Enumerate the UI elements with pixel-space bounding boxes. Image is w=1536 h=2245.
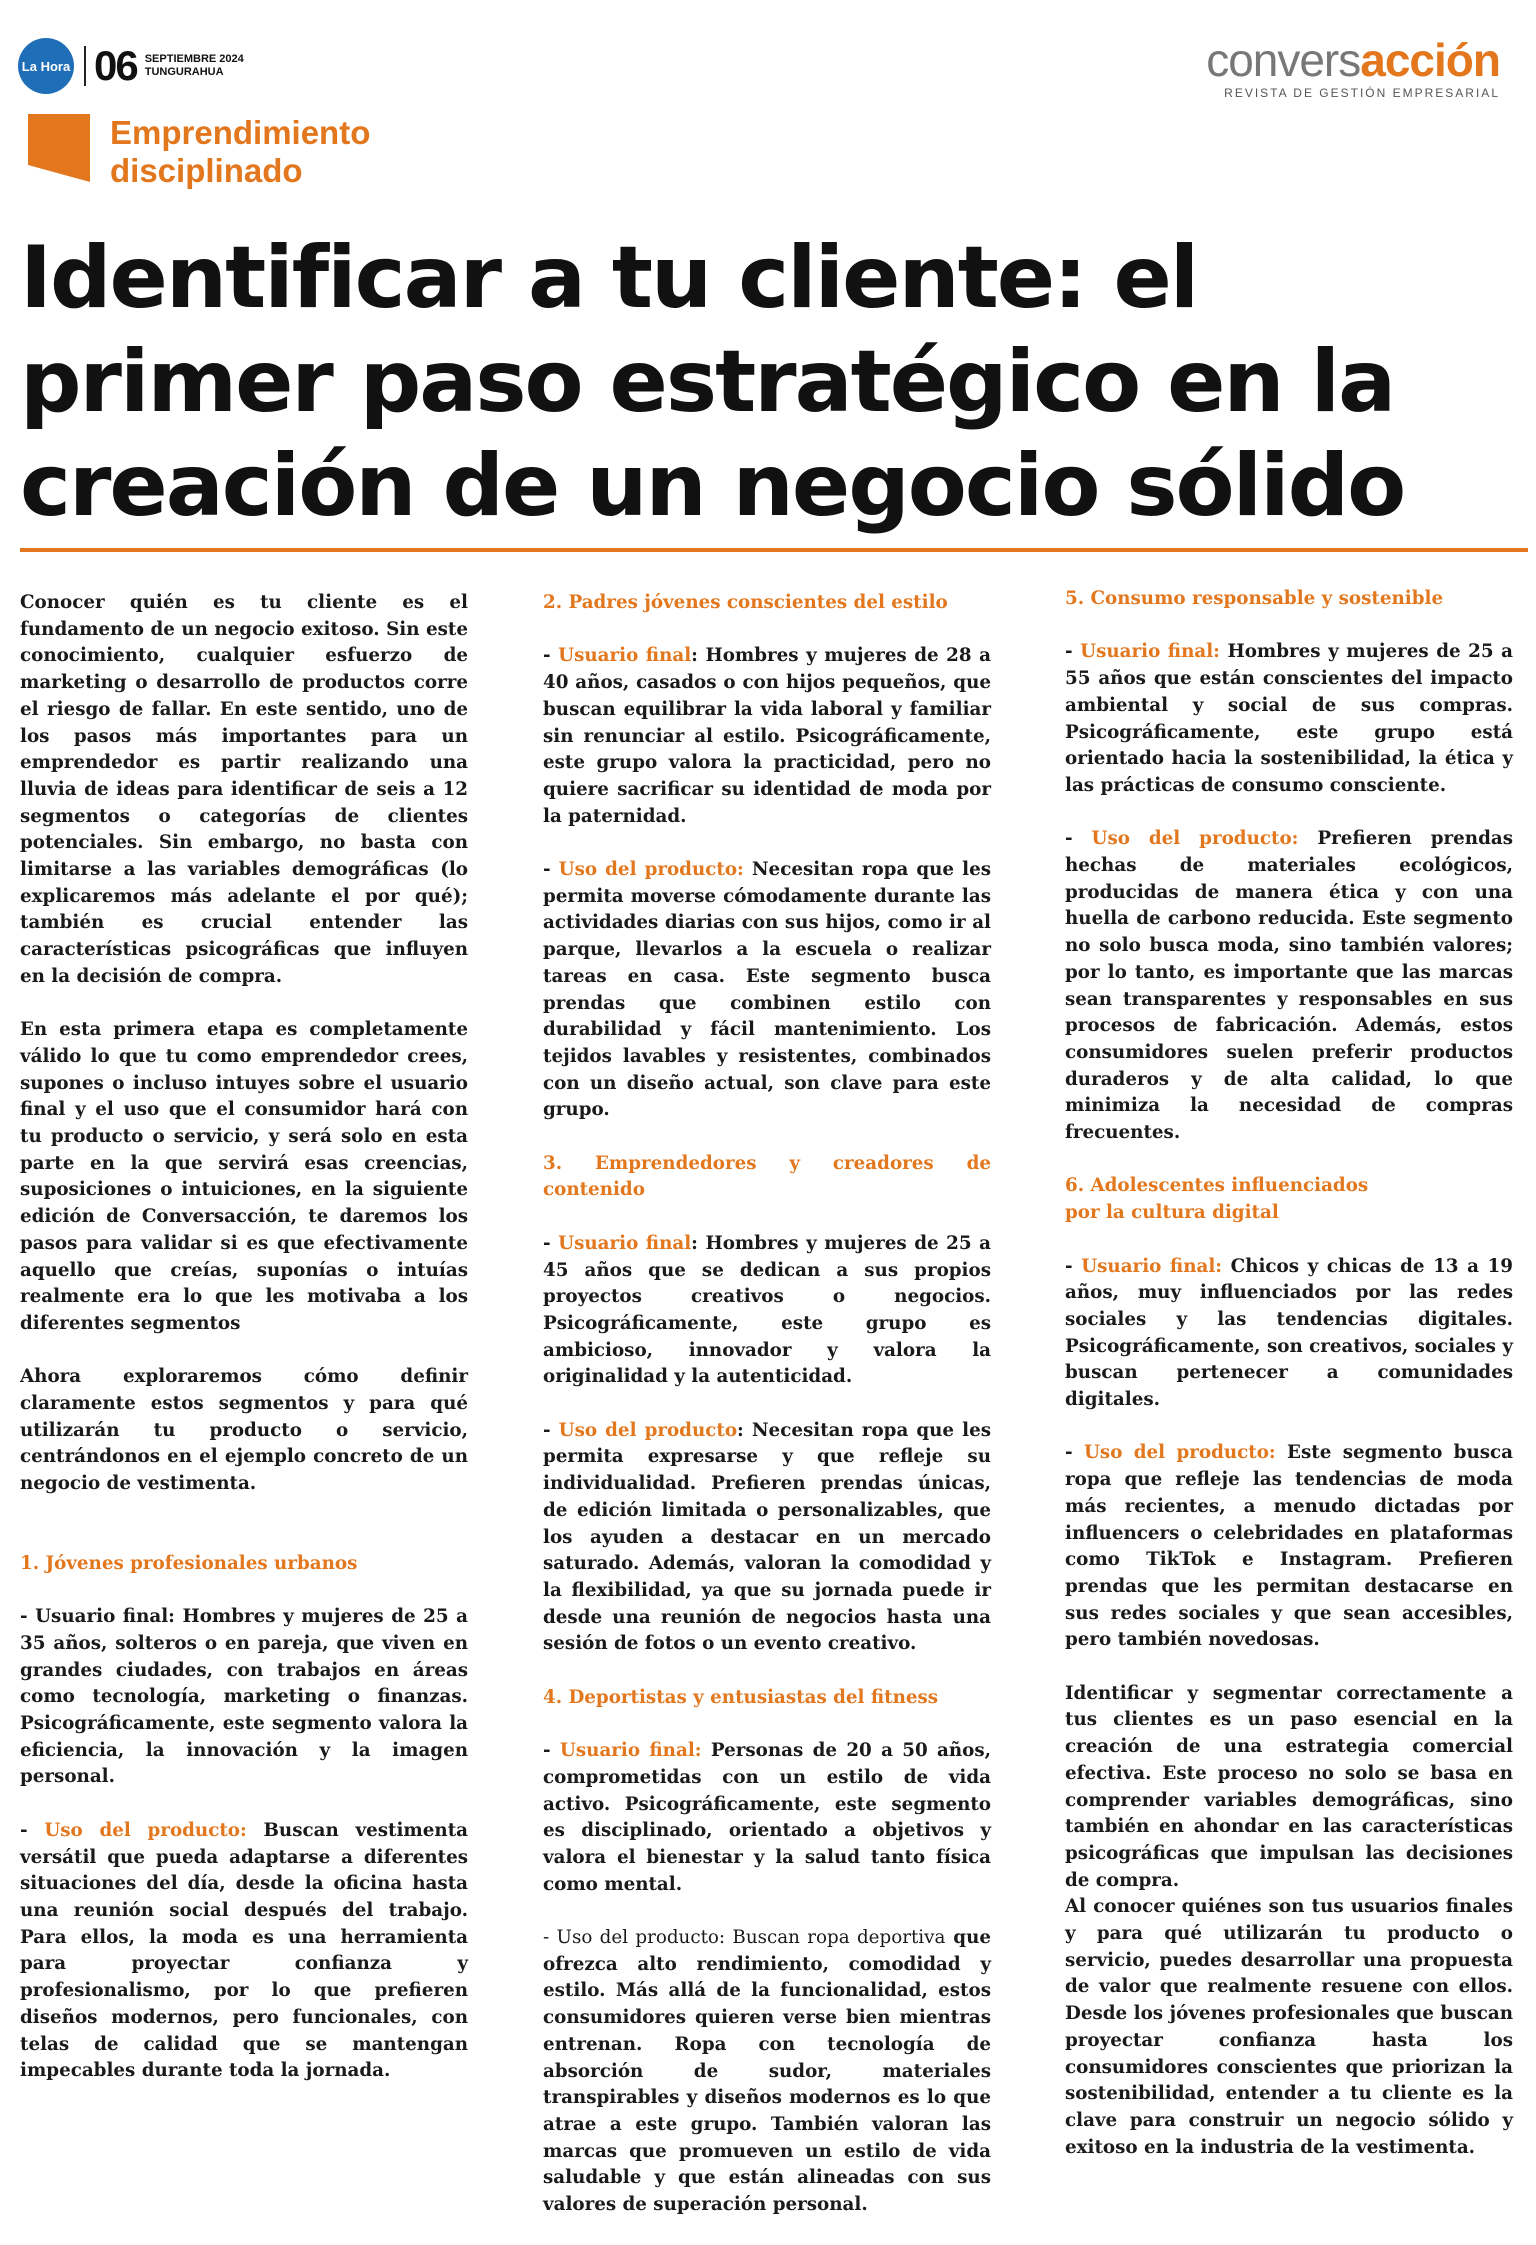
page-number: 06 [94, 42, 137, 89]
dash: - [543, 645, 559, 667]
label-uso: Uso del producto: [1083, 1442, 1276, 1464]
dash: - [1065, 1442, 1084, 1464]
section-title-line1: Emprendimiento [110, 114, 371, 151]
text: Necesitan ropa que les permita moverse cómodamente durante las actividades diarias con sus hijos, como ir al parque, llevarlos a la escuela o realizar tareas en casa. Este segmento busca prendas que combinen estilo con durabilidad y fácil mantenimiento. Los tejidos lavables y resistentes, combinados con un diseño actual, son clave para este grupo. [543, 859, 991, 1121]
label-uso: Uso del producto: [1091, 828, 1299, 850]
segment-3-user [543, 1231, 991, 1391]
text: que ofrezca alto rendimiento, comodidad y estilo. Más allá de la funcionalidad, estos consumidores quieren verse bien mientras entrenan. Ropa con tecnología de absorción de sudor, materiales transpirables y diseños modernos es lo que atrae a este grupo. También valoran las marcas que promueven un estilo de vida saludable y que están alineadas con sus valores de superación personal. [543, 1927, 991, 2216]
brand-name-accent: acción [1360, 34, 1500, 86]
text: Este segmento busca ropa que refleje las tendencias de moda más recientes, a menudo dictadas por influencers o celebridades en plataformas como TikTok e Instagram. Prefieren prendas que les permitan destacarse en sus redes sociales y que sean accesibles, pero también novedosas. [1065, 1442, 1514, 1651]
segment-2-use [543, 857, 991, 1124]
section-title-line2: disciplinado [110, 152, 303, 189]
paragraph: En esta primera etapa es completamente válido lo que tu como emprendedor crees, supones o incluso intuyes sobre el usuario final y el uso que el consumidor hará con tu producto o servicio, y será solo en esta parte en la que servirá esas creencias, suposiciones o intuiciones, en la siguiente edición de Conversacción, te daremos los pasos para validar si es que efectivamente aquello que creías, suponías o intuías realmente era lo que les motivaba a los diferentes segmentos [20, 1019, 468, 1334]
text: Personas de 20 a 50 años, comprometidas con un estilo de vida activo. Psicográficamente, este segmento es disciplinado, orientado a objetivos y valora el bienestar y la salud tanto física como mental. [543, 1740, 992, 1895]
conclusion-paragraph: Al conocer quiénes son tus usuarios finales y para qué utilizarán tu producto o servicio, puedes desarrollar una propuesta de valor que realmente resuene con ellos. Desde los jóvenes profesionales que buscan proyectar confianza hasta los consumidores conscientes que priorizan la sostenibilidad, entender a tu cliente es la clave para construir un negocio sólido y exitoso en la industria de la vestimenta. [1065, 1896, 1513, 2158]
dash: - [543, 859, 559, 880]
heading-line1: 6. Adolescentes influenciados [1065, 1175, 1369, 1197]
section-label [28, 114, 370, 190]
column-2 [543, 590, 991, 2245]
label-usuario: Usuario final [558, 645, 692, 667]
dash: - [543, 1740, 560, 1762]
brand-name [1206, 36, 1500, 84]
column-1 [20, 590, 468, 2112]
intro-paragraph: Conocer quién es tu cliente es el fundamento de un negocio exitoso. Sin este conocimiento, cualquier esfuerzo de marketing o desarrollo de productos corre el riesgo de fallar. En este sentido, uno de los pasos más importantes para un emprendedor es partir realizando una lluvia de ideas para identificar de seis a 12 segmentos o categorías de clientes potenciales. Sin embargo, no basta con limitarse a las variables demográficas (lo explicaremos más adelante el por qué); también es crucial entender las características psicográficas que influyen en la decisión de compra. [20, 592, 468, 987]
section-marker [28, 114, 90, 182]
label-usuario: Usuario final: [1081, 1255, 1223, 1277]
date-month: SEPTIEMBRE 2024 [144, 53, 244, 65]
text: Chicos y chicas de 13 a 19 años, muy influenciados por las redes sociales y las tendencias digitales. Psicográficamente, son creativos, sociales y buscan pertenecer a comunidades digitales. [1065, 1255, 1513, 1411]
label-uso: Uso del producto: [558, 859, 744, 880]
heading-line2: por la cultura digital [1065, 1202, 1279, 1224]
divider [84, 46, 86, 86]
section-title [110, 114, 370, 190]
label-usuario: Usuario final: [1080, 641, 1220, 663]
headline-rule [20, 548, 1528, 552]
segment-heading-4: 4. Deportistas y entusiastas del fitness [543, 1686, 939, 1708]
segment-5-use [1065, 826, 1513, 1146]
label-usuario: Usuario final [558, 1232, 692, 1254]
dash: - [20, 1819, 45, 1841]
segment-2-user [543, 643, 991, 830]
segment-heading-3: 3. Emprendedores y creadores de contenido [543, 1152, 991, 1201]
dash: - [543, 1232, 559, 1254]
segment-heading-2: 2. Padres jóvenes conscientes del estilo [543, 592, 948, 613]
dash: - [1065, 1255, 1082, 1277]
text: Prefieren prendas hechas de materiales ecológicos, producidas de manera ética y con una huella de carbono reducida. Este segmento no solo busca moda, sino también valores; por lo tanto, es importante que las marcas sean transparentes y responsables en sus procesos de fabricación. Además, estos consumidores suelen preferir productos duraderos y de alta calidad, lo que minimiza la necesidad de compras frecuentes. [1065, 828, 1513, 1144]
label-uso: Uso del producto [558, 1419, 738, 1441]
dash: - [1065, 641, 1081, 663]
segment-5-user [1065, 639, 1513, 799]
date-location: TUNGURAHUA [144, 66, 224, 78]
brand-name-pre: convers [1206, 34, 1361, 86]
conversaccion-logo [1206, 36, 1500, 100]
segment-1-use [20, 1818, 468, 2085]
brand-tagline: REVISTA DE GESTIÓN EMPRESARIAL [1224, 86, 1500, 100]
segment-1-user: - Usuario final: Hombres y mujeres de 25 a 35 años, solteros o en pareja, que viven en grandes ciudades, con trabajos en áreas como tecnología, marketing o finanzas. Psicográficamente, este segmento valora la eficiencia, la innovación y la imagen personal. [20, 1606, 468, 1788]
dash: - [1065, 828, 1092, 850]
label-usuario: Usuario final: [559, 1740, 702, 1762]
text-lead: - Uso del producto: Buscan ropa deportiva [543, 1927, 946, 1949]
text: : Hombres y mujeres de 25 a 45 años que se dedican a sus propios proyectos creativos o negocios. Psicográficamente, este grupo es ambicioso, innovador y valora la originalidad y la autenticidad. [543, 1232, 991, 1388]
segment-heading-1: 1. Jóvenes profesionales urbanos [20, 1552, 358, 1574]
text: Hombres y mujeres de 25 a 55 años que están conscientes del impacto ambiental y social de sus compras. Psicográficamente, este grupo está orientado hacia la sostenibilidad, la ética y las prácticas de consumo consciente. [1065, 641, 1513, 796]
masthead-left [18, 38, 244, 94]
segment-6-use [1065, 1440, 1513, 1654]
text: : Necesitan ropa que les permita expresarse y que refleje su individualidad. Prefieren prendas únicas, de edición limitada o personalizables, que los ayuden a destacar en un mercado saturado. Además, valoran la comodidad y la flexibilidad, ya que su jornada puede ir desde una reunión de negocios hasta una sesión de fotos o un evento creativo. [543, 1419, 991, 1655]
segment-4-use [543, 1925, 991, 2219]
issue-date [145, 53, 244, 79]
label-uso: Uso del producto: [44, 1819, 247, 1841]
segment-heading-5: 5. Consumo responsable y sostenible [1065, 588, 1444, 609]
article-headline: Identificar a tu cliente: el primer paso estratégico en la creación de un negocio sólido [20, 228, 1405, 536]
segment-3-use [543, 1418, 991, 1658]
text: : Hombres y mujeres de 28 a 40 años, casados o con hijos pequeños, que buscan equilibrar la vida laboral y familiar sin renunciar al estilo. Psicográficamente, este grupo valora la practicidad, pero no quiere sacrificar su identidad de moda por la paternidad. [543, 645, 991, 827]
column-3 [1065, 586, 1513, 2188]
dash: - [543, 1419, 559, 1441]
text: Buscan vestimenta versátil que pueda adaptarse a diferentes situaciones del día, desde la oficina hasta una reunión social después del trabajo. Para ellos, la moda es una herramienta para proyectar confianza y profesionalismo, por lo que prefieren diseños modernos, pero funcionales, con telas de calidad que se mantengan impecables durante toda la jornada. [20, 1819, 468, 2082]
segment-4-user [543, 1738, 991, 1898]
segment-heading-6 [1065, 1173, 1513, 1226]
conclusion-paragraph: Identificar y segmentar correctamente a tus clientes es un paso esencial en la creación de una estrategia comercial efectiva. Este proceso no solo se basa en comprender variables demográficas, sino también en ahondar en las características psicográficas que impulsan las decisiones de compra. [1065, 1682, 1513, 1891]
segment-6-user [1065, 1254, 1513, 1414]
paragraph: Ahora exploraremos cómo definir claramente estos segmentos y para qué utilizarán tu producto o servicio, centrándonos en el ejemplo concreto de un negocio de vestimenta. [20, 1366, 468, 1495]
la-hora-logo: La Hora [18, 38, 74, 94]
